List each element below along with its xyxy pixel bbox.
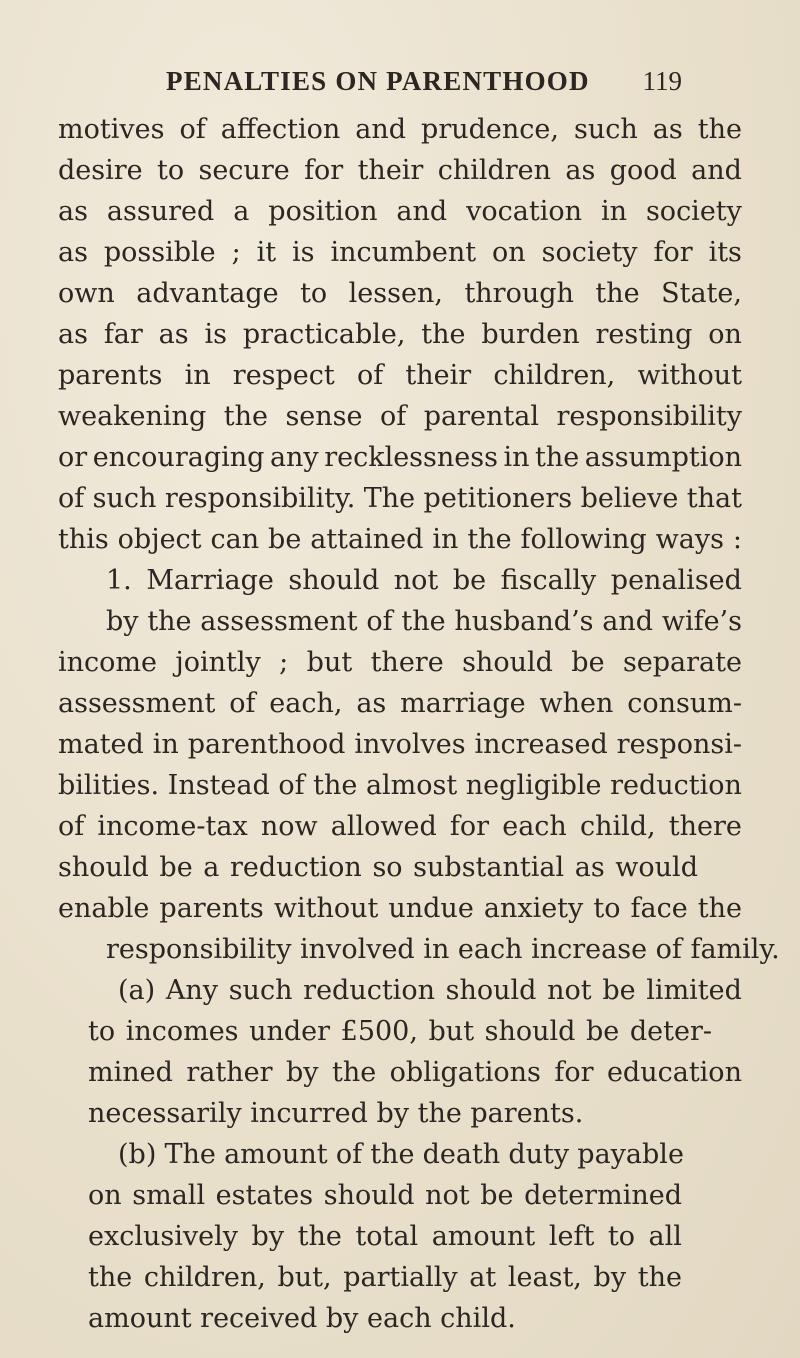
- text-line: by the assessment of the husband’s and wife’s: [106, 606, 742, 637]
- text-line: exclusively by the total amount left to all: [88, 1221, 682, 1252]
- text-line: mined rather by the obligations for education: [88, 1057, 742, 1088]
- text-line: (a) Any such reduction should not be limited: [118, 975, 742, 1006]
- text-line: weakening the sense of parental responsibility: [58, 401, 742, 432]
- text-line: necessarily incurred by the parents.: [88, 1098, 584, 1129]
- text-line: of such responsibility. The petitioners believe that: [58, 483, 742, 514]
- text-line: of income-tax now allowed for each child, there: [58, 811, 742, 842]
- text-line: assessment of each, as marriage when consum-: [58, 688, 742, 719]
- text-line: amount received by each child.: [88, 1303, 516, 1334]
- page-header: [0, 66, 800, 106]
- text-line: on small estates should not be determined: [88, 1180, 682, 1211]
- text-line: responsibility involved in each increase of family.: [106, 934, 780, 965]
- text-line: income jointly ; but there should be separate: [58, 647, 742, 678]
- text-line: desire to secure for their children as good and: [58, 155, 742, 186]
- text-line: parents in respect of their children, without: [58, 360, 742, 391]
- text-line: to incomes under £500, but should be deter-: [88, 1016, 712, 1047]
- text-line: as possible ; it is incumbent on society for its: [58, 237, 742, 268]
- page-number: 119: [642, 66, 682, 96]
- text-line: own advantage to lessen, through the State,: [58, 278, 742, 309]
- text-line: as far as is practicable, the burden resting on: [58, 319, 742, 350]
- text-line: this object can be attained in the following ways :: [58, 524, 742, 555]
- text-line: the children, but, partially at least, by the: [88, 1262, 682, 1293]
- text-line: as assured a position and vocation in society: [58, 196, 742, 227]
- text-line: (b) The amount of the death duty payable: [118, 1139, 684, 1170]
- text-line: 1. Marriage should not be fiscally penalised: [106, 565, 742, 596]
- text-line: or encouraging any recklessness in the assumption: [58, 442, 742, 473]
- text-line: mated in parenthood involves increased responsi-: [58, 729, 742, 760]
- text-line: enable parents without undue anxiety to face the: [58, 893, 742, 924]
- text-line: bilities. Instead of the almost negligible reduction: [58, 770, 742, 801]
- text-line: should be a reduction so substantial as would: [58, 852, 698, 883]
- running-title: PENALTIES ON PARENTHOOD: [166, 66, 590, 96]
- text-line: motives of affection and prudence, such as the: [58, 114, 742, 145]
